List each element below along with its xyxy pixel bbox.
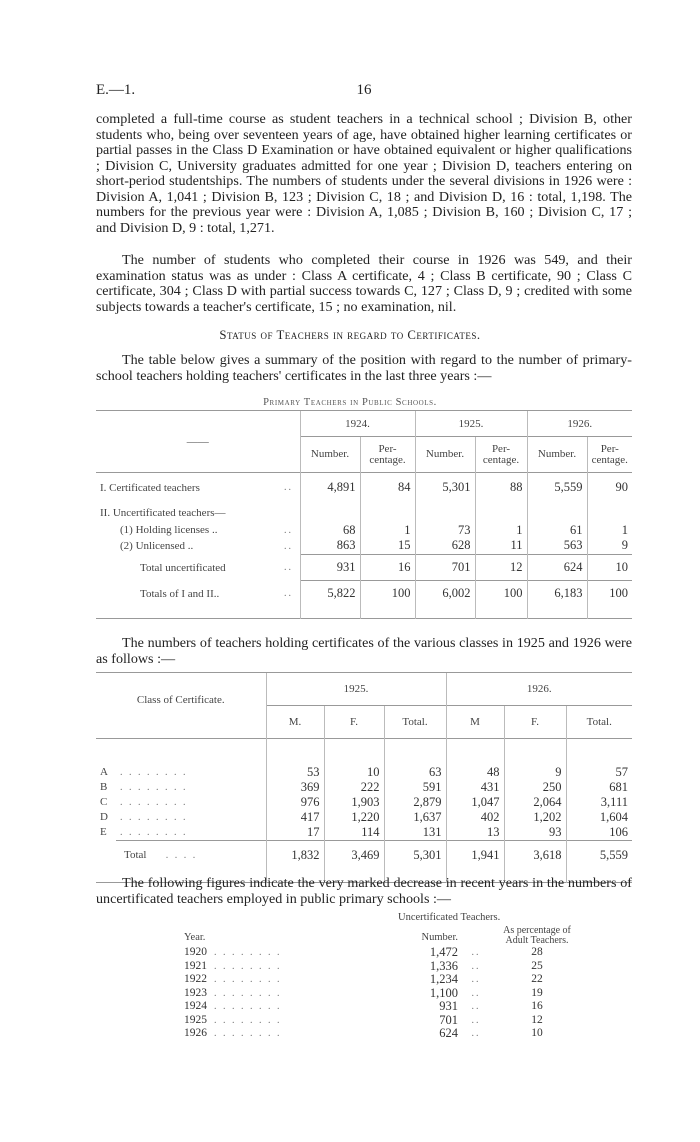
cell: 5,559 xyxy=(566,840,632,870)
year-cell: 1920 xyxy=(184,946,207,958)
cell: 9 xyxy=(587,538,632,555)
table1-dash: —— xyxy=(186,435,209,448)
table-row: 1920 . . . . . . . . 1,472 .. 28 xyxy=(182,946,582,960)
cell: 100 xyxy=(587,581,632,607)
cell: 931 xyxy=(300,555,360,581)
cell: 15 xyxy=(360,538,415,555)
row-label: D xyxy=(100,811,108,823)
cell: 9 xyxy=(504,765,566,780)
cell: 5,559 xyxy=(527,473,587,503)
cell: 131 xyxy=(384,825,446,841)
cell: 16 xyxy=(360,555,415,581)
table1-year-1924: 1924. xyxy=(300,411,415,437)
leader-dots: . . . . . . . . xyxy=(120,796,188,808)
cell: 431 xyxy=(446,780,504,795)
cell: 1,047 xyxy=(446,795,504,810)
number-cell: 1,472 xyxy=(429,945,458,959)
cell: 100 xyxy=(475,581,527,607)
leader-dots: . . . . . . . . xyxy=(214,1001,282,1012)
cell: 1,637 xyxy=(384,810,446,825)
leader-dots: . . . . . . . . xyxy=(120,826,188,838)
col-number-header: Number. xyxy=(421,932,458,944)
row-label: A xyxy=(100,766,108,778)
table1-year-1926: 1926. xyxy=(527,411,632,437)
uncertificated-teachers-table xyxy=(182,926,582,1041)
year-cell: 1921 xyxy=(184,959,207,972)
number-cell: 1,100 xyxy=(429,985,458,1000)
year-cell: 1926 xyxy=(184,1027,207,1039)
cell: 11 xyxy=(475,538,527,555)
leader-dots: .. xyxy=(284,562,293,573)
cell: 4,891 xyxy=(300,473,360,503)
leader-dots: . . . . . . . . xyxy=(214,1014,282,1026)
col-f: F. xyxy=(324,706,384,739)
table1-col-percent: Per-centage. xyxy=(587,437,632,473)
row-label: (1) Holding licenses .. xyxy=(120,524,218,536)
col-total: Total. xyxy=(566,706,632,739)
cell: 624 xyxy=(527,555,587,581)
table-row: 1925 . . . . . . . . 701 .. 12 xyxy=(182,1014,582,1028)
percent-cell: 19 xyxy=(531,986,543,999)
table1-col-percent: Per-centage. xyxy=(475,437,527,473)
row-label: I. Certificated teachers xyxy=(96,473,280,503)
cell: 100 xyxy=(360,581,415,607)
table1-col-number: Number. xyxy=(527,437,587,473)
cell: 1,220 xyxy=(324,810,384,825)
paragraph-uncertificated-decrease: The following figures indicate the very marked decrease in recent years in the numbers of uncertificated teachers employed in public primary schools :— xyxy=(96,875,632,907)
cell: 106 xyxy=(566,825,632,841)
year-cell: 1923 xyxy=(184,986,207,999)
leader-dots: . . . . . . . . xyxy=(214,987,282,999)
cell: 57 xyxy=(566,765,632,780)
leader-dots: . . . . . . . . xyxy=(214,974,282,985)
table-row xyxy=(96,795,632,810)
leader-dots: . . . . . . . . xyxy=(214,960,282,972)
cell: 681 xyxy=(566,780,632,795)
class-of-certificate-header: Class of Certificate. xyxy=(96,673,266,739)
paragraph-completed-course: The number of students who completed their course in 1926 was 549, and their examination status was as under : Class A certificate, 4 ; Class B certificate, 90 ; Class C certificate, 304 ; Class D with partial success towards C, 127 ; Class D, 9 ; credited with some subjects towards a teacher's certificate, 15 ; no examination, nil. xyxy=(96,252,632,315)
cell: 12 xyxy=(475,555,527,581)
table-row: 1921 . . . . . . . . 1,336 .. 25 xyxy=(182,960,582,974)
table-row xyxy=(96,555,632,581)
number-cell: 624 xyxy=(439,1026,458,1040)
cell: 1,202 xyxy=(504,810,566,825)
table2-year-1925: 1925. xyxy=(266,673,446,706)
cell: 90 xyxy=(587,473,632,503)
number-cell: 1,336 xyxy=(429,958,458,973)
cell: 250 xyxy=(504,780,566,795)
cell: 84 xyxy=(360,473,415,503)
leader-dots: . . . . . . . . xyxy=(214,947,282,958)
col-total: Total. xyxy=(384,706,446,739)
certificate-classes-table xyxy=(96,672,632,883)
cell: 628 xyxy=(415,538,475,555)
cell: 114 xyxy=(324,825,384,841)
cell: 93 xyxy=(504,825,566,841)
uncertificated-group-header: Uncertificated Teachers. xyxy=(398,912,501,923)
paragraph-divisions: completed a full-time course as student teachers in a technical school ; Division B, other students who, being over seventeen years of age, have obtained higher learning certificates or partial passes in the Class D Examination or have obtained equivalent or higher qualifications ; Division C, University graduates admitted for one year ; Division D, teachers entering on short-period studentships. The numbers of students under the several divisions in 1926 were : Division A, 1,041 ; Division B, 123 ; Division C, 18 ; and Division D, 16 : total, 1,198. The numbers for the previous year were : Division A, 1,085 ; Division B, 160 ; Division C, 17 ; and Division D, 9 : total, 1,271. xyxy=(96,111,632,236)
cell: 6,183 xyxy=(527,581,587,607)
number-cell: 931 xyxy=(439,999,458,1013)
cell: 1,604 xyxy=(566,810,632,825)
table-row xyxy=(96,523,632,538)
cell: 5,301 xyxy=(384,840,446,870)
row-label: Totals of I and II.. xyxy=(140,587,220,600)
cell: 88 xyxy=(475,473,527,503)
cell: 53 xyxy=(266,765,324,780)
table-row xyxy=(96,780,632,795)
table-row xyxy=(96,810,632,825)
table1-year-1925: 1925. xyxy=(415,411,527,437)
table-row xyxy=(96,538,632,555)
table2-year-1926: 1926. xyxy=(446,673,632,706)
row-label: (2) Unlicensed .. xyxy=(120,540,194,552)
table-row xyxy=(96,503,632,523)
leader-dots: . . . . . . . . xyxy=(120,766,188,778)
year-cell: 1925 xyxy=(184,1013,207,1026)
cell: 2,064 xyxy=(504,795,566,810)
cell: 1 xyxy=(587,523,632,538)
year-cell: 1924 xyxy=(184,1000,207,1012)
number-cell: 1,234 xyxy=(429,972,458,986)
paragraph-table-intro: The table below gives a summary of the position with regard to the number of primary-school teachers holding teachers' certificates in the last three years :— xyxy=(96,352,632,384)
cell: 1,941 xyxy=(446,840,504,870)
percent-cell: 28 xyxy=(531,946,543,958)
cell: 3,618 xyxy=(504,840,566,870)
cell: 863 xyxy=(300,538,360,555)
percent-cell: 22 xyxy=(531,973,543,985)
percent-cell: 25 xyxy=(531,959,543,972)
cell: 73 xyxy=(415,523,475,538)
leader-dots: .. xyxy=(284,540,293,552)
cell: 1 xyxy=(360,523,415,538)
leader-dots: .. xyxy=(280,473,300,503)
table-row: 1926 . . . . . . . . 624 .. 10 xyxy=(182,1027,582,1041)
cell: 61 xyxy=(527,523,587,538)
cell: 976 xyxy=(266,795,324,810)
percent-cell: 12 xyxy=(531,1013,543,1026)
cell: 1,903 xyxy=(324,795,384,810)
col-percent-header: As percentage of Adult Teachers. xyxy=(503,925,571,946)
cell: 2,879 xyxy=(384,795,446,810)
leader-dots: . . . . xyxy=(165,850,198,862)
cell: 701 xyxy=(415,555,475,581)
table-row xyxy=(96,825,632,841)
leader-dots: . . . . . . . . xyxy=(120,781,188,793)
primary-teachers-table xyxy=(96,410,632,620)
cell: 222 xyxy=(324,780,384,795)
cell: 369 xyxy=(266,780,324,795)
cell: 13 xyxy=(446,825,504,841)
leader-dots: .. xyxy=(284,588,293,599)
cell: 17 xyxy=(266,825,324,841)
table1-col-number: Number. xyxy=(415,437,475,473)
cell: 10 xyxy=(324,765,384,780)
row-label: Total uncertificated xyxy=(140,561,226,574)
number-cell: 701 xyxy=(439,1012,458,1027)
table-row xyxy=(96,581,632,607)
col-year-header: Year. xyxy=(184,932,206,944)
leader-dots: . . . . . . . . xyxy=(120,811,188,823)
section-heading: Status of Teachers in regard to Certificates. xyxy=(219,328,481,342)
table-row xyxy=(96,473,632,503)
cell: 1 xyxy=(475,523,527,538)
cell: 5,301 xyxy=(415,473,475,503)
row-label: E xyxy=(100,826,107,839)
row-label: B xyxy=(100,781,108,793)
table-total-row xyxy=(96,840,632,870)
row-label: C xyxy=(100,796,108,808)
table-row: 1922 . . . . . . . . 1,234 .. 22 xyxy=(182,973,582,987)
cell: 63 xyxy=(384,765,446,780)
cell: 10 xyxy=(587,555,632,581)
cell: 3,111 xyxy=(566,795,632,810)
table1-col-percent: Per-centage. xyxy=(360,437,415,473)
row-label: II. Uncertificated teachers— xyxy=(100,506,226,519)
cell: 5,822 xyxy=(300,581,360,607)
cell: 591 xyxy=(384,780,446,795)
leader-dots: .. xyxy=(284,524,293,536)
cell: 563 xyxy=(527,538,587,555)
table-row: 1923 . . . . . . . . 1,100 .. 19 xyxy=(182,987,582,1001)
percent-cell: 10 xyxy=(531,1027,543,1039)
document-code: E.—1. xyxy=(96,82,136,98)
paragraph-certificate-classes: The numbers of teachers holding certificates of the various classes in 1925 and 1926 were as follows :— xyxy=(96,635,632,667)
year-cell: 1922 xyxy=(184,973,207,985)
table1-title: Primary Teachers in Public Schools. xyxy=(263,397,437,408)
total-label: Total xyxy=(124,849,147,862)
cell: 68 xyxy=(300,523,360,538)
page-number: 16 xyxy=(356,82,372,98)
cell: 1,832 xyxy=(266,840,324,870)
percent-cell: 16 xyxy=(531,1000,543,1012)
cell: 417 xyxy=(266,810,324,825)
cell: 6,002 xyxy=(415,581,475,607)
col-m: M xyxy=(446,706,504,739)
table-row xyxy=(96,765,632,780)
table1-col-number: Number. xyxy=(300,437,360,473)
col-f: F. xyxy=(504,706,566,739)
leader-dots: . . . . . . . . xyxy=(214,1028,282,1039)
table-row: 1924 . . . . . . . . 931 .. 16 xyxy=(182,1000,582,1014)
col-m: M. xyxy=(266,706,324,739)
cell: 402 xyxy=(446,810,504,825)
cell: 3,469 xyxy=(324,840,384,870)
cell: 48 xyxy=(446,765,504,780)
